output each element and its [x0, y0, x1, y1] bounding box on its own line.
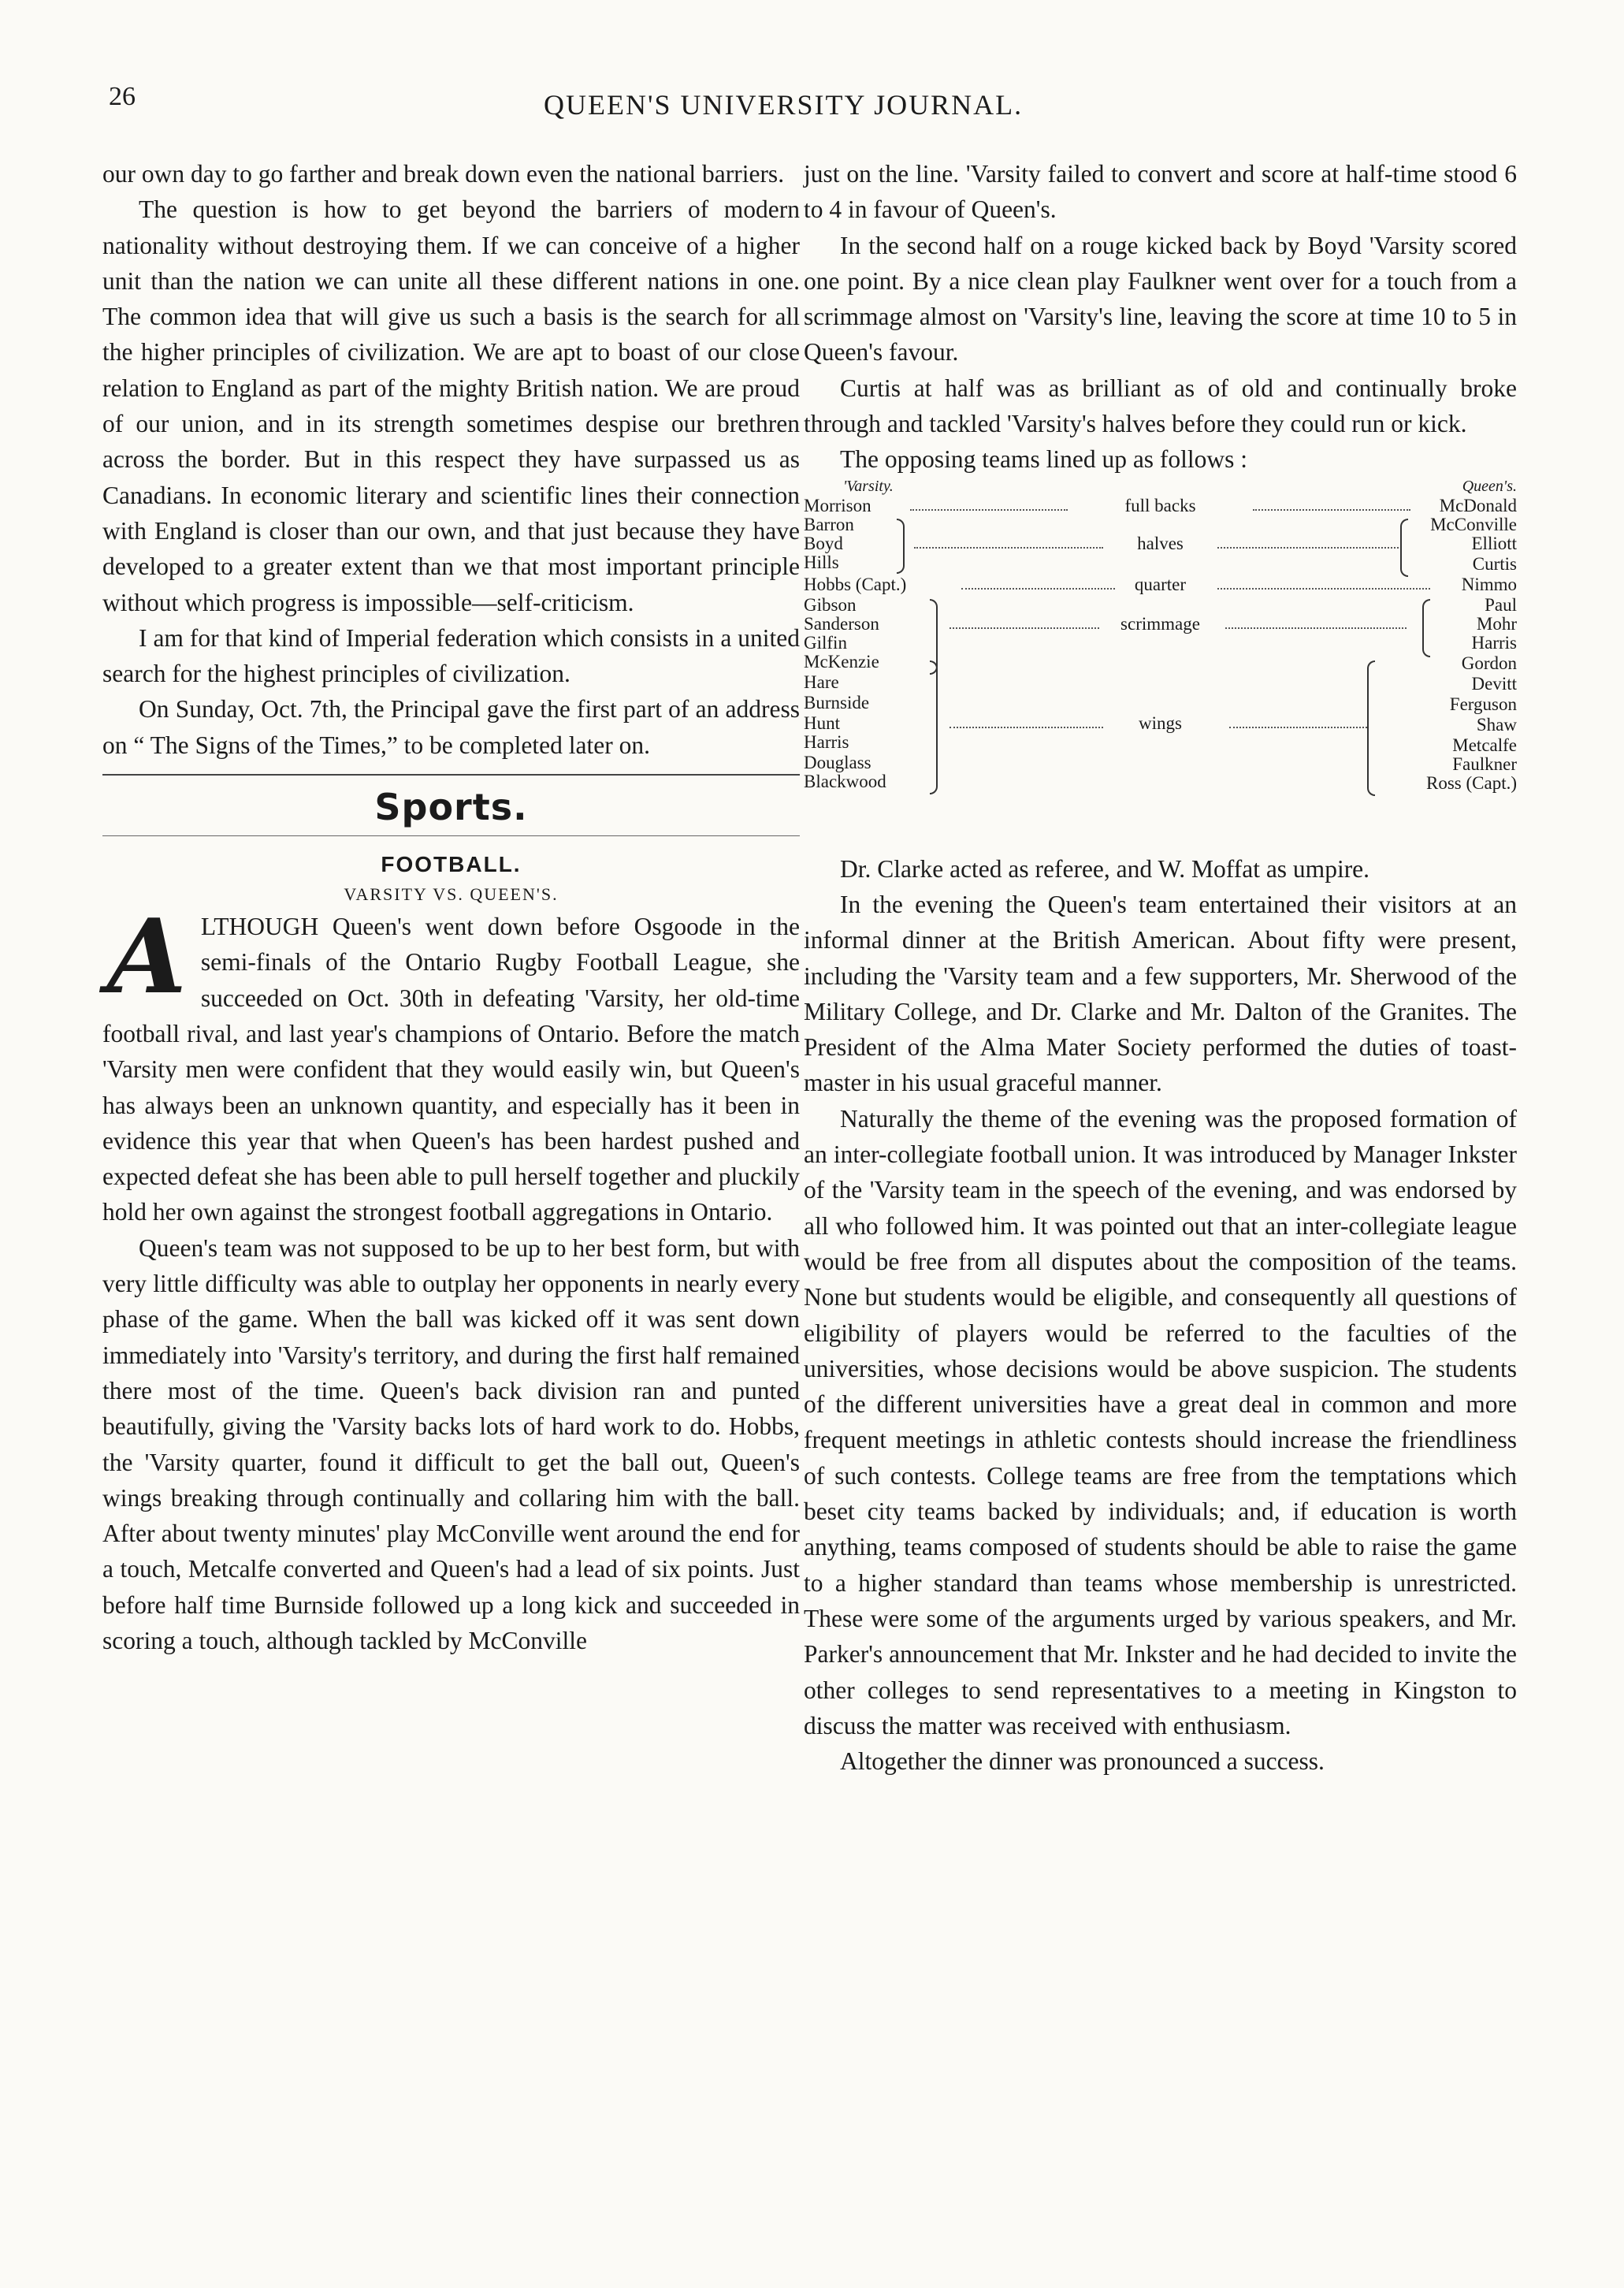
varsity-player: Hills	[804, 552, 839, 572]
position-label: scrimmage	[1120, 613, 1200, 634]
queens-player: McConville	[1430, 514, 1517, 534]
queens-player: Nimmo	[1461, 574, 1517, 594]
queens-player: Ferguson	[1449, 694, 1517, 714]
varsity-player: Hobbs (Capt.)	[804, 574, 907, 594]
paragraph: On Sunday, Oct. 7th, the Principal gave the first part of an address on “ The Signs of the Times,” to be completed later on.	[102, 695, 800, 759]
varsity-player: Burnside	[804, 692, 870, 712]
queens-player: Metcalfe	[1452, 735, 1517, 755]
section-divider	[102, 835, 800, 836]
varsity-player: Douglass	[804, 752, 871, 772]
leader-dots	[1229, 727, 1367, 728]
sports-heading: Sports.	[374, 786, 528, 829]
queens-player: Mohr	[1476, 613, 1517, 634]
queens-player: Curtis	[1472, 553, 1517, 574]
paragraph: just on the line. 'Varsity failed to convert and score at half-time stood 6 to 4 in favour of Queen's.	[804, 160, 1517, 224]
queens-brace	[1422, 599, 1430, 657]
paragraph: In the evening the Queen's team entertained their visitors at an informal dinner at the British American. About fifty were present, including the 'Varsity team and a few supporters, Mr. Sherwood of the Military College, and Dr. Clarke and Mr. Dalton of the Granites. The President of the Alma Mater Society performed the duties of toast-master in his usual graceful manner.	[804, 890, 1517, 1097]
varsity-player: McKenzie	[804, 651, 879, 672]
varsity-player: Harris	[804, 731, 849, 752]
paragraph: I am for that kind of Imperial federation which consists in a united search for the highest principles of civilization.	[102, 623, 800, 688]
queens-player: Devitt	[1471, 673, 1517, 694]
paragraph: Queen's team was not supposed to be up to her best form, but with very little difficulty was able to outplay her opponents in nearly every phase of the game. When the ball was kicked off it was sent down immediately into 'Varsity's territory, and during the first half remained there most of the time. Queen's back division ran and punted beautifully, giving the 'Varsity backs lots of hard work to do. Hobbs, the 'Varsity quarter, found it difficult to get the ball out, Queen's wings breaking through continually and collaring him with the ball. After about twenty minutes' play McConville went around the end for a touch, Metcalfe converted and Queen's had a lead of six points. Just before half time Burnside followed up a long kick and succeeded in scoring a touch, although tackled by McConville	[102, 1233, 800, 1654]
page-number: 26	[109, 82, 136, 111]
position-label: halves	[1137, 533, 1184, 553]
queens-brace	[1400, 519, 1408, 577]
varsity-player: Blackwood	[804, 771, 886, 791]
paragraph: In the second half on a rouge kicked back by Boyd 'Varsity scored one point. By a nice clean play Faulkner went over for a touch from a scrimmage almost on 'Varsity's line, leaving the score at time 10 to 5 in Queen's favour.	[804, 231, 1517, 366]
journal-title: QUEEN'S UNIVERSITY JOURNAL.	[544, 89, 1024, 121]
queens-player: Shaw	[1476, 714, 1517, 735]
drop-cap: A	[107, 896, 187, 1018]
football-heading: FOOTBALL.	[381, 852, 522, 877]
position-label: wings	[1139, 712, 1182, 733]
queens-player: McDonald	[1439, 495, 1517, 515]
varsity-player: Hunt	[804, 712, 840, 733]
varsity-player: Barron	[804, 514, 854, 534]
section-divider	[102, 774, 800, 776]
queens-player: Harris	[1471, 632, 1517, 653]
varsity-label: 'Varsity.	[843, 477, 894, 495]
queens-player: Paul	[1485, 594, 1517, 615]
paragraph: The question is how to get beyond the barriers of modern nationality without destroying them. If we can conceive of a higher unit than the nation we can unite all these different nations in one. The common idea that will give us such a basis is the search for all the higher principles of civilization. We are apt to boast of our close relation to England as part of the mighty British nation. We are proud of our union, and in its strength sometimes despise our brethren across the border. But in this respect they have surpassed us as Canadians. In economic literary and scientific lines their connection with England is closer than our own, and that just because they have developed to a greater extent than we that most important principle without which progress is impossible—self-criticism.	[102, 195, 800, 616]
right-column	[804, 156, 1517, 1779]
leader-dots	[1217, 547, 1399, 549]
position-label: quarter	[1134, 574, 1187, 594]
queens-label: Queen's.	[1462, 477, 1517, 495]
position-label: full backs	[1124, 495, 1196, 515]
queens-player: Elliott	[1471, 533, 1517, 553]
queens-brace	[1367, 660, 1375, 796]
leader-dots	[1225, 627, 1407, 629]
varsity-player: Gibson	[804, 594, 857, 615]
leader-dots	[1253, 509, 1410, 511]
paragraph: our own day to go farther and break down even the national barriers.	[102, 160, 785, 188]
varsity-player: Sanderson	[804, 613, 879, 634]
varsity-player: Morrison	[804, 495, 871, 515]
paragraph: Altogether the dinner was pronounced a success.	[840, 1747, 1325, 1776]
paragraph	[102, 896, 800, 1230]
queens-player: Ross (Capt.)	[1426, 772, 1517, 793]
varsity-player: Boyd	[804, 533, 843, 553]
lineup-intro: The opposing teams lined up as follows :	[840, 445, 1248, 474]
varsity-player: Hare	[804, 672, 839, 692]
paragraph: Curtis at half was as brilliant as of old and continually broke through and tackled 'Varsity's halves before they could run or kick.	[804, 374, 1517, 438]
team-lineup	[804, 479, 1517, 846]
queens-player: Gordon	[1461, 653, 1517, 673]
paragraph-text: LTHOUGH Queen's went down before Osgoode in the semi-finals of the Ontario Rugby Football League, she succeeded on Oct. 30th in defeating 'Varsity, her old-time football rival, and last year's champions of Ontario. Before the match 'Varsity men were confident that they would easily win, but Queen's has always been an unknown quantity, and especially has it been in evidence this year that when Queen's has been hardest pushed and expected defeat she has been able to pull herself together and pluckily hold her own against the strongest football aggregations in Ontario.	[102, 913, 800, 1226]
paragraph: Naturally the theme of the evening was the proposed formation of an inter-collegiate football union. It was introduced by Manager Inkster of the 'Varsity team in the speech of the evening, and was endorsed by all who followed him. It was pointed out that an inter-collegiate league would be free from all disputes about the composition of the teams. None but students would be eligible, and consequently all questions of eligibility of players would be referred to the faculties of the universities, whose decisions would be above suspicion. The students of the different universities have a great deal in common and more frequent meetings in athletic contests should increase the friendliness of such contests. College teams are free from the temptations which beset city teams backed by individuals; and, if education is worth anything, teams composed of students should be able to raise the game to a higher standard than teams whose membership is unrestricted. These were some of the arguments urged by various speakers, and Mr. Parker's announcement that Mr. Inkster and he had decided to invite the other colleges to send representatives to a meeting in Kingston to discuss the matter was received with enthusiasm.	[804, 1104, 1517, 1739]
queens-player: Faulkner	[1452, 753, 1517, 774]
varsity-player: Gilfin	[804, 632, 847, 653]
paragraph: Dr. Clarke acted as referee, and W. Moffat as umpire.	[840, 854, 1370, 883]
left-column	[102, 156, 800, 1658]
match-subheading: VARSITY VS. QUEEN'S.	[344, 884, 559, 905]
leader-dots	[1217, 588, 1430, 590]
